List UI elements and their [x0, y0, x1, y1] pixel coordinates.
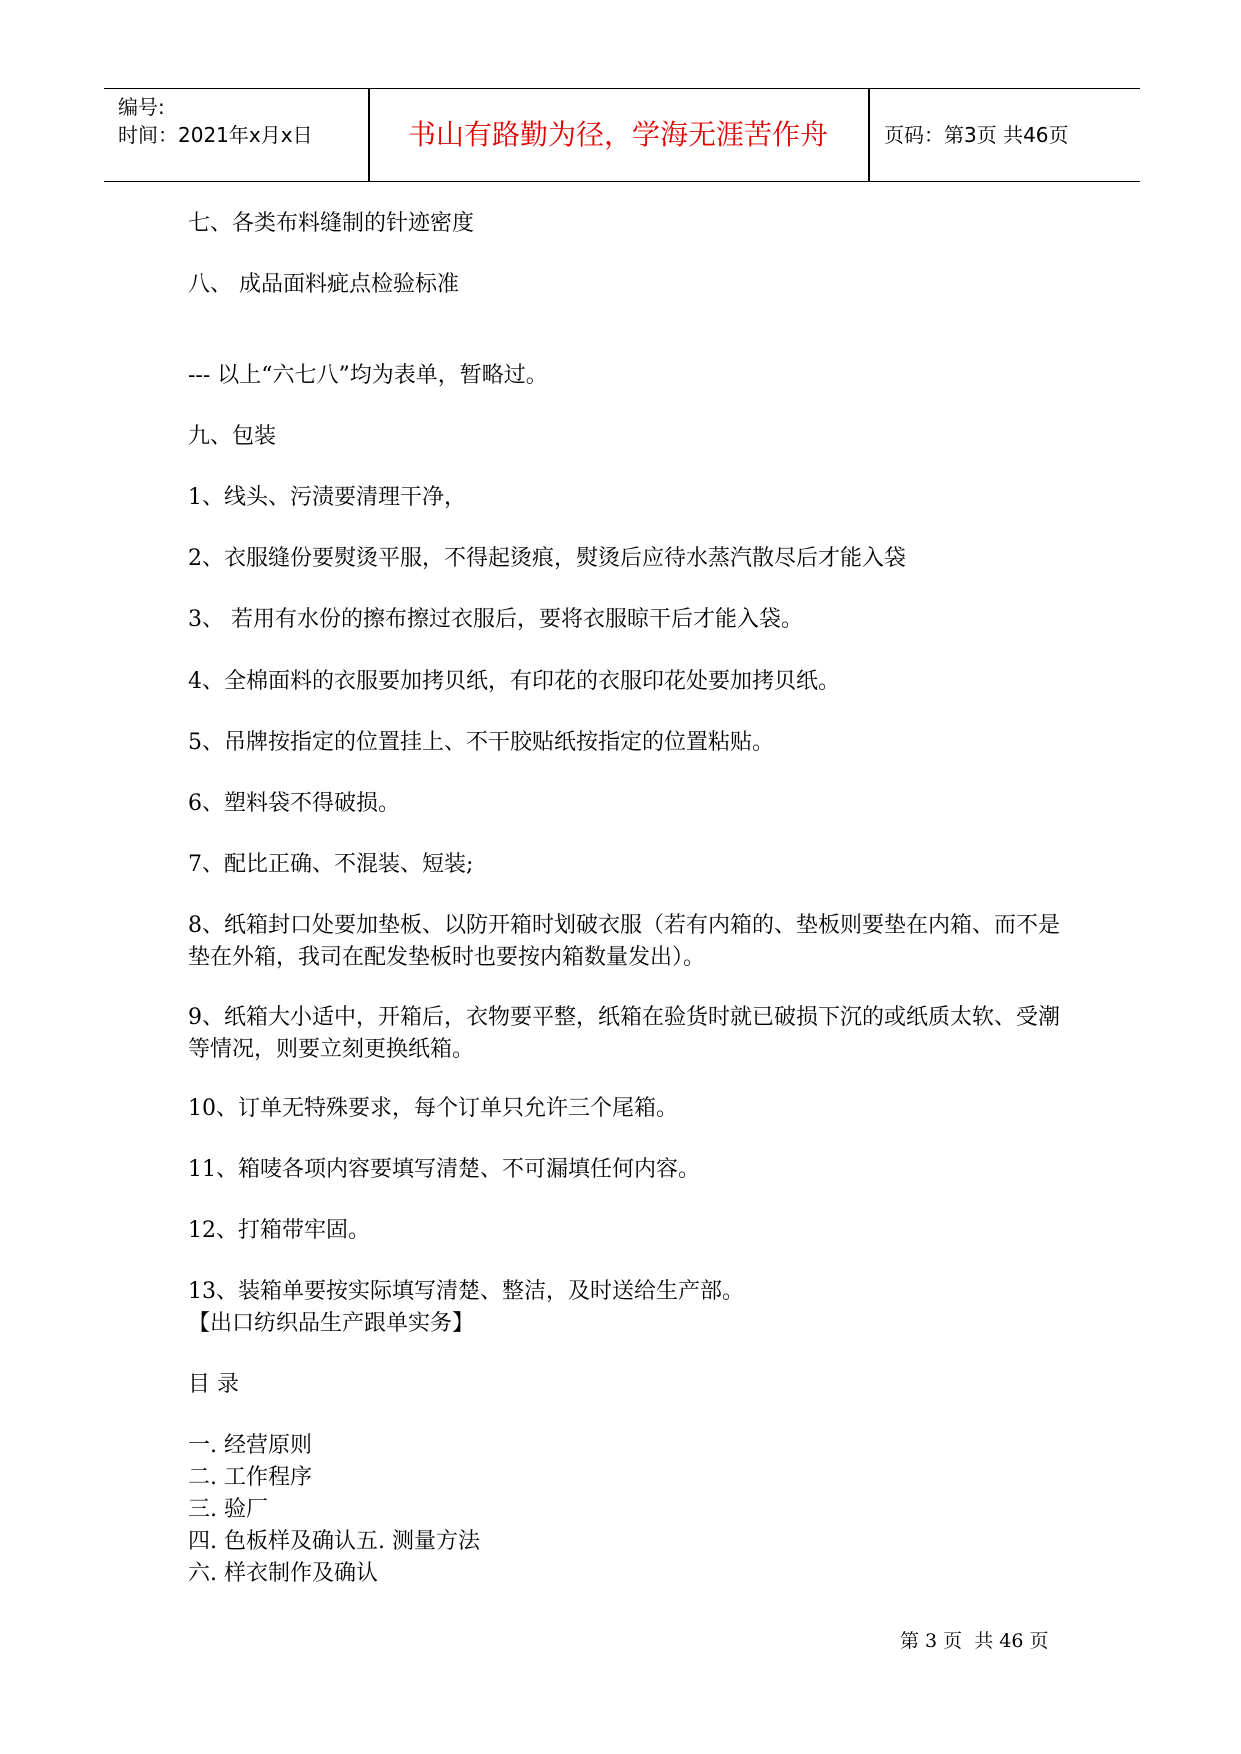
list-item: 9、纸箱大小适中，开箱后，衣物要平整，纸箱在验货时就已破损下沉的或纸质太软、受潮等情况，则要立刻更换纸箱。 [188, 1005, 1061, 1062]
section-heading: 八、 成品面料疵点检验标准 [188, 272, 459, 297]
toc-heading: 目 录 [188, 1372, 239, 1397]
page-header [104, 88, 1140, 182]
section-heading: 七、各类布料缝制的针迹密度 [188, 211, 475, 236]
document-title: 【出口纺织品生产跟单实务】 [188, 1311, 475, 1336]
toc-item: 六. 样衣制作及确认 [188, 1561, 378, 1586]
list-item: 11、箱唛各项内容要填写清楚、不可漏填任何内容。 [188, 1157, 700, 1182]
list-item: 2、衣服缝份要熨烫平服，不得起烫痕，熨烫后应待水蒸汽散尽后才能入袋 [188, 546, 906, 571]
list-item: 8、纸箱封口处要加垫板、以防开箱时划破衣服（若有内箱的、垫板则要垫在内箱、而不是垫在外箱，我司在配发垫板时也要按内箱数量发出）。 [188, 913, 1061, 970]
list-item: 1、线头、污渍要清理干净， [188, 485, 466, 510]
section-heading: 九、包装 [188, 424, 277, 449]
header-meta [118, 93, 313, 149]
list-item: 13、装箱单要按实际填写清楚、整洁，及时送给生产部。 [188, 1279, 744, 1304]
toc-item: 一. 经营原则 [188, 1433, 312, 1458]
toc-item: 四. 色板样及确认五. 测量方法 [188, 1529, 480, 1554]
header-page-number: 页码：第3页 共46页 [884, 123, 1069, 147]
list-item: 3、 若用有水份的擦布擦过衣服后，要将衣服晾干后才能入袋。 [188, 607, 803, 632]
document-time-label: 时间：2021年x月x日 [118, 123, 313, 147]
list-item: 12、打箱带牢固。 [188, 1218, 370, 1243]
header-motto: 书山有路勤为径，学海无涯苦作舟 [407, 118, 828, 151]
list-item: 10、订单无特殊要求，每个订单只允许三个尾箱。 [188, 1096, 678, 1121]
list-item: 4、全棉面料的衣服要加拷贝纸，有印花的衣服印花处要加拷贝纸。 [188, 669, 840, 694]
list-item: 5、吊牌按指定的位置挂上、不干胶贴纸按指定的位置粘贴。 [188, 730, 774, 755]
note-text: --- 以上“六七八”均为表单，暂略过。 [188, 363, 548, 388]
list-item: 6、塑料袋不得破损。 [188, 791, 400, 816]
page-footer: 第 3 页 共 46 页 [900, 1630, 1049, 1652]
list-item: 7、配比正确、不混装、短装; [188, 852, 474, 877]
document-number-label: 编号: [118, 95, 165, 119]
toc-item: 三. 验厂 [188, 1497, 268, 1522]
toc-item: 二. 工作程序 [188, 1465, 312, 1490]
